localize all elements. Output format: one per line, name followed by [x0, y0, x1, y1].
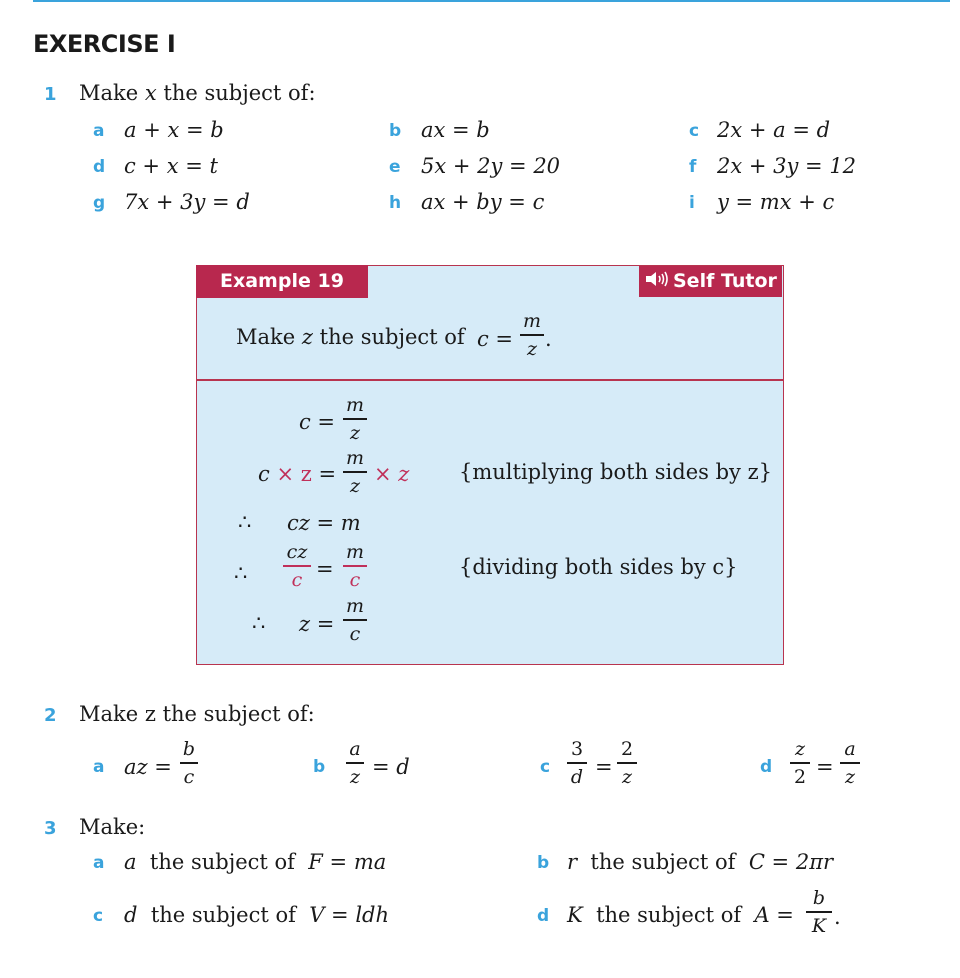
q3-part-c-text: d the subject of V = ldh: [124, 903, 390, 927]
q2-part-c-right-fraction: 2 z: [617, 737, 637, 789]
q2-part-d-right-fraction: a z: [840, 737, 860, 789]
q1-part-a-letter: a: [93, 121, 105, 141]
question-1-number: 1: [44, 84, 57, 105]
q1-part-c-equation: 2x + a = d: [717, 118, 831, 142]
q1-part-g-letter: g: [93, 193, 106, 213]
step2-lhs: c × z =: [258, 462, 337, 486]
q2-part-d-equals: =: [816, 755, 834, 779]
q1-part-f-equation: 2x + 3y = 12: [717, 154, 857, 178]
q1-part-i-equation: y = mx + c: [717, 190, 835, 214]
q1-part-i-letter: i: [689, 193, 695, 213]
q1-part-g-equation: 7x + 3y = d: [124, 190, 250, 214]
question-2-number: 2: [44, 705, 57, 726]
q1-part-e-equation: 5x + 2y = 20: [421, 154, 561, 178]
top-rule: [33, 0, 950, 2]
q2-part-a-letter: a: [93, 757, 105, 777]
therefore-symbol-1: ∴: [238, 510, 252, 534]
step4-equals: =: [316, 557, 334, 581]
example-question-lhs: c =: [477, 327, 514, 351]
example-question: Make z the subject of: [236, 325, 465, 349]
therefore-symbol-2: ∴: [234, 561, 248, 585]
step3-equation: cz = m: [287, 511, 361, 535]
q2-part-b-letter: b: [313, 757, 326, 777]
q2-part-d-left-fraction: z 2: [790, 737, 810, 789]
q1-part-b-equation: ax = b: [421, 118, 490, 142]
q2-part-c-left-fraction: 3 d: [567, 737, 587, 789]
q1-part-d-letter: d: [93, 157, 106, 177]
step1-lhs: c =: [299, 410, 336, 434]
step4-left-fraction: cz c: [283, 540, 311, 592]
q2-part-b-fraction: a z: [346, 737, 364, 789]
q2-part-a-fraction: b c: [180, 737, 198, 789]
q1-part-h-equation: ax + by = c: [421, 190, 545, 214]
step1-fraction: m z: [343, 393, 367, 445]
question-3-number: 3: [44, 818, 57, 839]
q1-part-b-letter: b: [389, 121, 402, 141]
step4-right-fraction: m c: [343, 540, 367, 592]
q2-part-c-letter: c: [540, 757, 551, 777]
q3-part-d-fraction: b K: [806, 886, 832, 938]
therefore-symbol-3: ∴: [252, 611, 266, 635]
example-question-fraction: m z: [520, 309, 544, 361]
q3-part-a-letter: a: [93, 853, 105, 873]
question-2-prompt: Make z the subject of:: [79, 702, 315, 726]
q1-part-f-letter: f: [689, 157, 697, 177]
step2-fraction: m z: [343, 446, 367, 498]
q1-part-e-letter: e: [389, 157, 401, 177]
step5-fraction: m c: [343, 594, 367, 646]
step2-reason: {multiplying both sides by z}: [459, 460, 773, 484]
q2-part-a-lhs: az =: [124, 755, 172, 779]
exercise-title: EXERCISE I: [33, 30, 176, 58]
q3-part-a-text: a the subject of F = ma: [124, 850, 387, 874]
self-tutor-label: Self Tutor: [673, 270, 777, 292]
q2-part-c-equals: =: [595, 755, 613, 779]
q2-part-b-rhs: = d: [372, 755, 410, 779]
q3-part-c-letter: c: [93, 906, 104, 926]
q3-part-d-text: K the subject of A =: [567, 903, 794, 927]
example-divider: [196, 379, 784, 381]
q3-part-d-period: .: [834, 905, 841, 929]
self-tutor-button[interactable]: [639, 266, 782, 297]
q1-part-h-letter: h: [389, 193, 402, 213]
q1-part-d-equation: c + x = t: [124, 154, 218, 178]
q1-part-c-letter: c: [689, 121, 700, 141]
example-tab: Example 19: [196, 265, 368, 298]
question-1-prompt: Make x the subject of:: [79, 81, 316, 105]
step2-multiplier: × z: [374, 462, 410, 486]
question-3-prompt: Make:: [79, 815, 146, 839]
q3-part-d-letter: d: [537, 906, 550, 926]
step4-reason: {dividing both sides by c}: [459, 555, 738, 579]
example-question-period: .: [545, 327, 552, 351]
q3-part-b-letter: b: [537, 853, 550, 873]
step5-lhs: z =: [299, 612, 335, 636]
speaker-icon: [645, 266, 669, 297]
q3-part-b-text: r the subject of C = 2πr: [567, 850, 834, 874]
q1-part-a-equation: a + x = b: [124, 118, 224, 142]
q2-part-d-letter: d: [760, 757, 773, 777]
